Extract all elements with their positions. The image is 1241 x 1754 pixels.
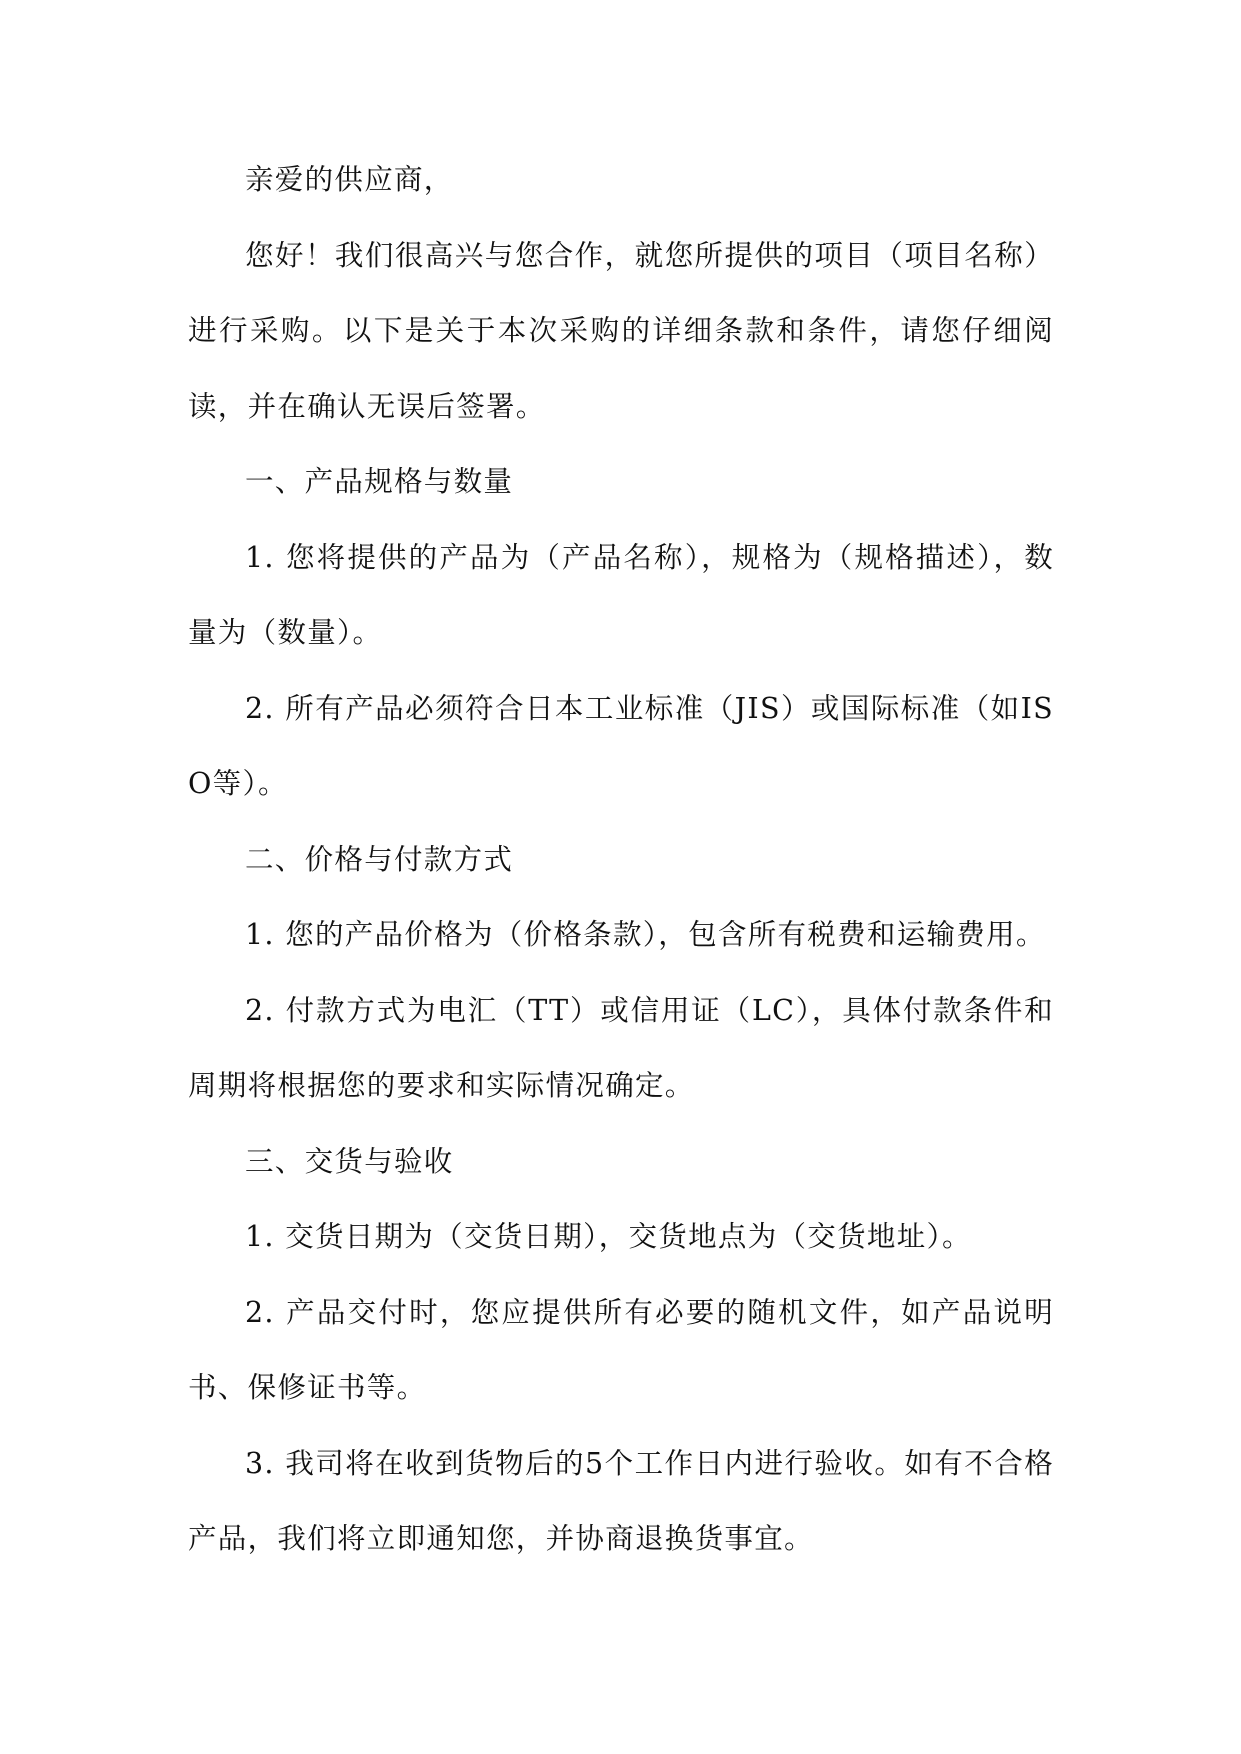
clause-delivery-1: 1. 交货日期为（交货日期），交货地点为（交货地址）。 xyxy=(245,1220,972,1253)
clause-specs-1: 1. 您将提供的产品为（产品名称），规格为（规格描述），数量为（数量）。 xyxy=(188,540,1054,649)
document-body xyxy=(188,142,1054,1577)
clause-delivery-3: 3. 我司将在收到货物后的5个工作日内进行验收。如有不合格产品，我们将立即通知您，并协商退换货事宜。 xyxy=(188,1446,1054,1555)
section-heading-price: 二、价格与付款方式 xyxy=(245,842,514,876)
clause-specs-2: 2. 所有产品必须符合日本工业标准（JIS）或国际标准（如ISO等）。 xyxy=(188,691,1054,800)
salutation: 亲爱的供应商， xyxy=(245,163,454,196)
section-heading-delivery: 三、交货与验收 xyxy=(245,1144,454,1178)
intro-paragraph: 您好！我们很高兴与您合作，就您所提供的项目（项目名称）进行采购。以下是关于本次采购的详细条款和条件，请您仔细阅读，并在确认无误后签署。 xyxy=(188,238,1054,423)
section-heading-specs: 一、产品规格与数量 xyxy=(245,465,514,498)
clause-delivery-2: 2. 产品交付时，您应提供所有必要的随机文件，如产品说明书、保修证书等。 xyxy=(188,1295,1054,1404)
clause-price-2: 2. 付款方式为电汇（TT）或信用证（LC），具体付款条件和周期将根据您的要求和实际情况确定。 xyxy=(188,993,1054,1102)
clause-price-1: 1. 您的产品价格为（价格条款），包含所有税费和运输费用。 xyxy=(245,918,1046,951)
